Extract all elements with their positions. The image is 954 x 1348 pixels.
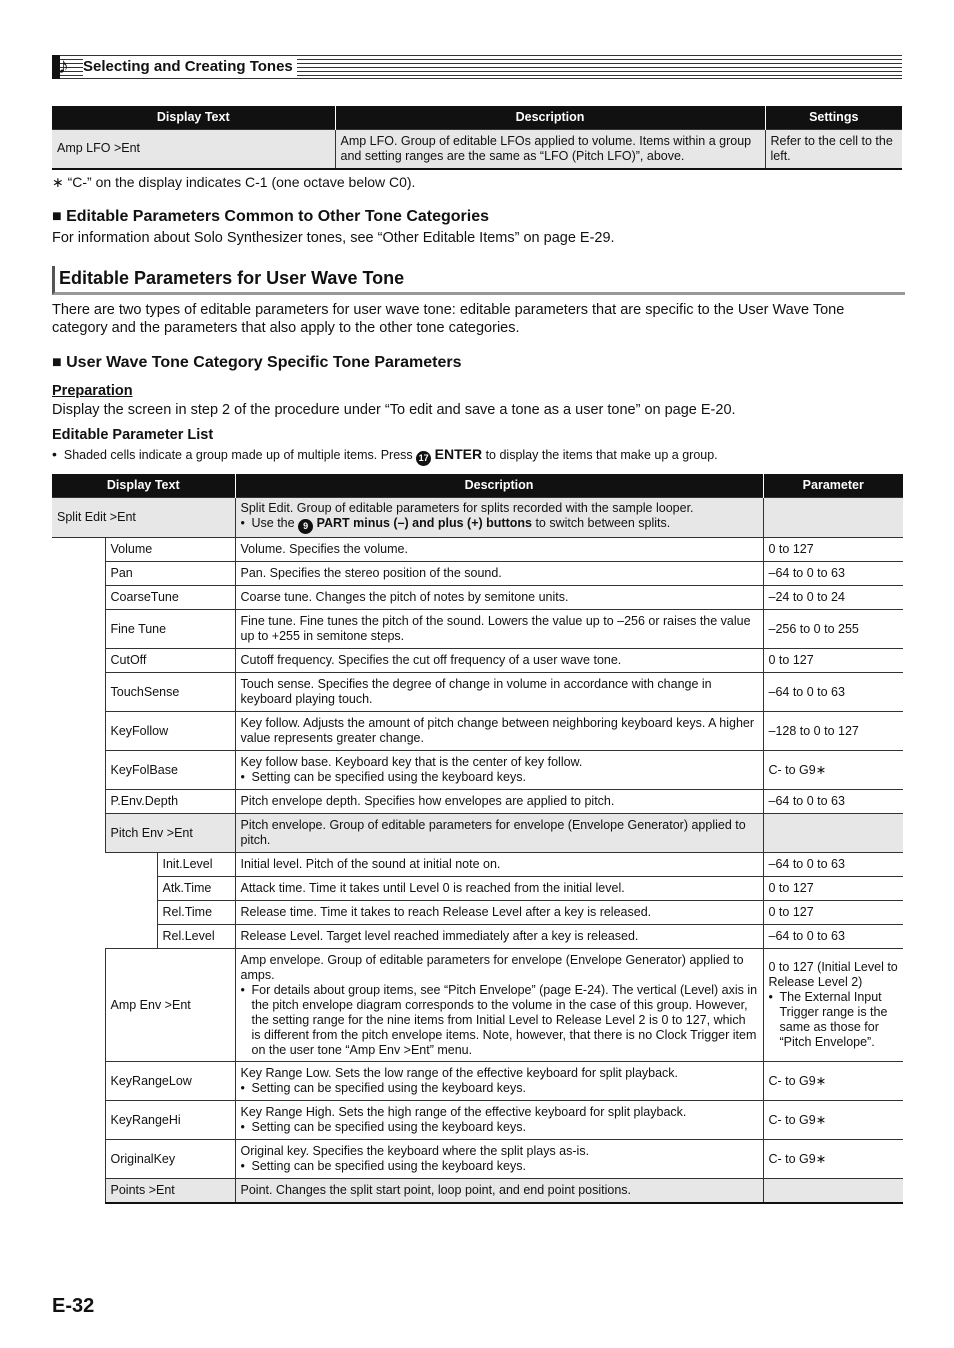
- display-text-cell: Atk.Time: [157, 877, 235, 901]
- table-row: [52, 538, 903, 562]
- table-row: [52, 751, 903, 790]
- column-header: Display Text: [52, 474, 235, 498]
- description-text: Split Edit. Group of editable parameters for splits recorded with the sample looper.: [240, 501, 694, 515]
- subsection-heading: ■ User Wave Tone Category Specific Tone Parameters: [52, 354, 462, 371]
- display-text-cell: KeyRangeHi: [105, 1101, 235, 1140]
- display-text-cell: Rel.Time: [157, 901, 235, 925]
- amp-lfo-table: [52, 106, 902, 170]
- parameter-cell: –256 to 0 to 255: [763, 610, 903, 649]
- column-header: Settings: [765, 106, 902, 130]
- description-cell: [235, 751, 763, 790]
- table-row: [52, 1101, 903, 1140]
- description-text: Key Range High. Sets the high range of the effective keyboard for split playback.: [240, 1105, 687, 1119]
- note-text: Shaded cells indicate a group made up of multiple items. Press: [63, 448, 413, 462]
- table-row: [52, 586, 903, 610]
- display-text-cell: KeyFolBase: [105, 751, 235, 790]
- settings-cell: Refer to the cell to the left.: [765, 130, 902, 169]
- parameter-cell: –128 to 0 to 127: [763, 712, 903, 751]
- section-heading-common: ■ Editable Parameters Common to Other Tone Categories: [52, 208, 490, 225]
- description-text: Key Range Low. Sets the low range of the effective keyboard for split playback.: [240, 1066, 679, 1080]
- footnote: ∗ “C-” on the display indicates C-1 (one octave below C0).: [52, 174, 416, 190]
- parameter-list-heading: Editable Parameter List: [52, 427, 214, 443]
- display-text-cell: Fine Tune: [105, 610, 235, 649]
- parameter-cell: –64 to 0 to 63: [763, 925, 903, 949]
- table-row: [52, 901, 903, 925]
- bullet-item: • Setting can be specified using the keyboard keys.: [252, 1081, 758, 1096]
- display-text-cell: Amp Env >Ent: [105, 949, 235, 1062]
- button-number-icon: 9: [298, 519, 313, 534]
- column-header: Description: [235, 474, 763, 498]
- description-cell: Pitch envelope. Group of editable parameters for envelope (Envelope Generator) applied to pitch.: [235, 814, 763, 853]
- indent-spacer: [52, 538, 105, 1203]
- table-row: [52, 498, 903, 538]
- description-cell: Attack time. Time it takes until Level 0 is reached from the initial level.: [235, 877, 763, 901]
- table-row: [52, 877, 903, 901]
- parameter-table: [52, 474, 903, 1204]
- display-text-cell: Amp LFO >Ent: [52, 130, 335, 169]
- description-cell: [235, 498, 763, 538]
- display-text-cell: TouchSense: [105, 673, 235, 712]
- page-number: E-32: [52, 1295, 95, 1317]
- preparation-label: Preparation: [52, 383, 133, 399]
- description-cell: [235, 949, 763, 1062]
- bullet-item: • Use the 9 PART minus (–) and plus (+) buttons to switch between splits.: [252, 516, 758, 534]
- section-title: Editable Parameters for User Wave Tone: [59, 268, 405, 288]
- display-text-cell: CutOff: [105, 649, 235, 673]
- table-row: [52, 1140, 903, 1179]
- note-text: to display the items that make up a group.: [485, 448, 718, 462]
- bullet-item: • Setting can be specified using the keyboard keys.: [252, 770, 758, 785]
- parameter-cell: C- to G9∗: [763, 1101, 903, 1140]
- enter-key-label: ENTER: [434, 446, 483, 462]
- display-text-cell: Split Edit >Ent: [52, 498, 235, 538]
- description-cell: Release Level. Target level reached immediately after a key is released.: [235, 925, 763, 949]
- description-cell: [235, 1101, 763, 1140]
- parameter-cell: C- to G9∗: [763, 1062, 903, 1101]
- display-text-cell: P.Env.Depth: [105, 790, 235, 814]
- parameter-cell: C- to G9∗: [763, 751, 903, 790]
- description-cell: [235, 1062, 763, 1101]
- display-text-cell: CoarseTune: [105, 586, 235, 610]
- parameter-cell: 0 to 127: [763, 877, 903, 901]
- description-cell: Fine tune. Fine tunes the pitch of the sound. Lowers the value up to –256 or raises the value up to +255 in semitone steps.: [235, 610, 763, 649]
- parameter-cell: –64 to 0 to 63: [763, 673, 903, 712]
- parameter-cell: [763, 814, 903, 853]
- table-row: [52, 949, 903, 1062]
- intro-paragraph: There are two types of editable parameters for user wave tone: editable parameters that are specific to the User Wave Tone category and the parameters that also apply to the other tone categories.: [52, 302, 845, 336]
- parameter-cell: 0 to 127: [763, 901, 903, 925]
- table-row: [52, 853, 903, 877]
- display-text-cell: KeyRangeLow: [105, 1062, 235, 1101]
- parameter-cell: C- to G9∗: [763, 1140, 903, 1179]
- description-cell: [235, 1140, 763, 1179]
- description-text: Key follow base. Keyboard key that is the center of key follow.: [240, 755, 583, 769]
- description-text: Original key. Specifies the keyboard where the split plays as-is.: [240, 1144, 590, 1158]
- indent-spacer: [105, 853, 157, 949]
- display-text-cell: Pan: [105, 562, 235, 586]
- music-note-icon: ♪: [58, 53, 69, 78]
- shaded-cells-note: • Shaded cells indicate a group made up of multiple items. Press 17 ENTER to display the items that make up a group.: [52, 445, 718, 466]
- description-text: Amp envelope. Group of editable parameters for envelope (Envelope Generator) applied to amps.: [240, 952, 744, 982]
- section-text-common: For information about Solo Synthesizer tones, see “Other Editable Items” on page E-29.: [52, 230, 615, 246]
- bullet-item: • Setting can be specified using the keyboard keys.: [252, 1120, 758, 1135]
- parameter-cell: –24 to 0 to 24: [763, 586, 903, 610]
- description-cell: Touch sense. Specifies the degree of change in volume in accordance with change in keyboard playing touch.: [235, 673, 763, 712]
- description-cell: Initial level. Pitch of the sound at initial note on.: [235, 853, 763, 877]
- display-text-cell: OriginalKey: [105, 1140, 235, 1179]
- display-text-cell: Pitch Env >Ent: [105, 814, 235, 853]
- preparation-text: Display the screen in step 2 of the procedure under “To edit and save a tone as a user tone” on page E-20.: [52, 402, 736, 418]
- parameter-cell: –64 to 0 to 63: [763, 562, 903, 586]
- parameter-cell: 0 to 127: [763, 649, 903, 673]
- display-text-cell: Points >Ent: [105, 1179, 235, 1203]
- parameter-cell: –64 to 0 to 63: [763, 853, 903, 877]
- parameter-text: 0 to 127 (Initial Level to Release Level 2): [768, 960, 898, 989]
- table-row: [52, 925, 903, 949]
- parameter-cell: [763, 949, 903, 1062]
- table-row: [52, 649, 903, 673]
- description-cell: Coarse tune. Changes the pitch of notes by semitone units.: [235, 586, 763, 610]
- parameter-cell: 0 to 127: [763, 538, 903, 562]
- description-cell: Cutoff frequency. Specifies the cut off frequency of a user wave tone.: [235, 649, 763, 673]
- display-text-cell: Rel.Level: [157, 925, 235, 949]
- description-cell: Release time. Time it takes to reach Release Level after a key is released.: [235, 901, 763, 925]
- table-row: [52, 610, 903, 649]
- display-text-cell: Volume: [105, 538, 235, 562]
- table-row: [52, 814, 903, 853]
- table-row: [52, 712, 903, 751]
- bullet-item: • Setting can be specified using the keyboard keys.: [252, 1159, 758, 1174]
- display-text-cell: Init.Level: [157, 853, 235, 877]
- description-cell: Volume. Specifies the volume.: [235, 538, 763, 562]
- parameter-cell: –64 to 0 to 63: [763, 790, 903, 814]
- column-header: Description: [335, 106, 765, 130]
- button-number-icon: 17: [416, 451, 431, 466]
- table-row: [52, 1179, 903, 1203]
- column-header: Parameter: [763, 474, 903, 498]
- column-header: Display Text: [52, 106, 335, 130]
- table-row: [52, 673, 903, 712]
- description-cell: Key follow. Adjusts the amount of pitch change between neighboring keyboard keys. A higher value represents greater change.: [235, 712, 763, 751]
- description-cell: Amp LFO. Group of editable LFOs applied to volume. Items within a group and setting ranges are the same as “LFO (Pitch LFO)”, above.: [335, 130, 765, 169]
- bullet-item: • The External Input Trigger range is the same as those for “Pitch Envelope”.: [780, 990, 899, 1050]
- parameter-cell: [763, 498, 903, 538]
- description-cell: Pan. Specifies the stereo position of the sound.: [235, 562, 763, 586]
- parameter-cell: [763, 1179, 903, 1203]
- bullet-item: • For details about group items, see “Pitch Envelope” (page E-24). The vertical (Level) axis in the pitch envelope diagram corresponds to the volume in the case of this group. However, the setting range for the nine items from Initial Level to Release Level 2 is 0 to 127, which is different from the pitch envelope items. Note, however, that there is no Clock Trigger item on the user tone “Amp Env >Ent” menu.: [252, 983, 758, 1058]
- chapter-title: Selecting and Creating Tones: [83, 57, 297, 77]
- table-row: [52, 790, 903, 814]
- table-row: [52, 562, 903, 586]
- description-cell: Point. Changes the split start point, loop point, and end point positions.: [235, 1179, 763, 1203]
- table-row: [52, 1062, 903, 1101]
- display-text-cell: KeyFollow: [105, 712, 235, 751]
- description-cell: Pitch envelope depth. Specifies how envelopes are applied to pitch.: [235, 790, 763, 814]
